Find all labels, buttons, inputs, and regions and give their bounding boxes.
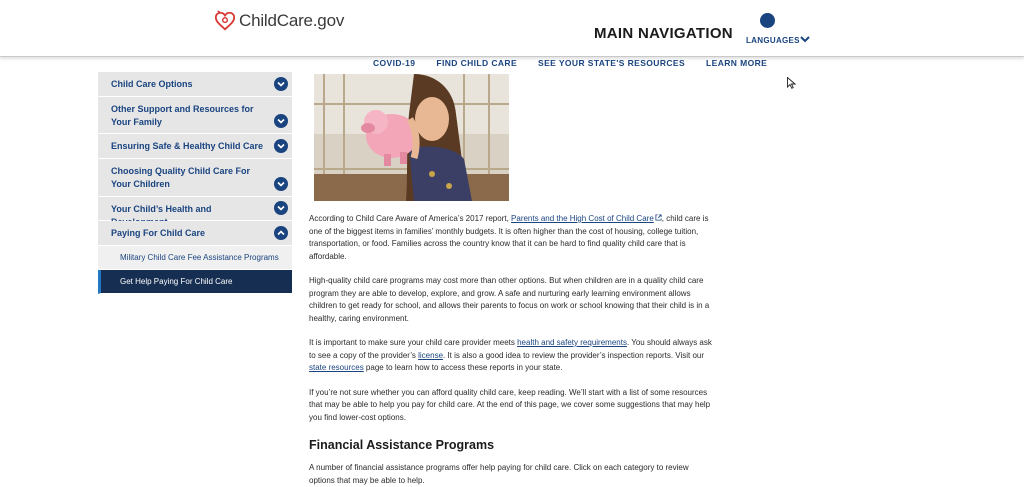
logo-text: ChildCare.gov xyxy=(239,11,345,30)
top-navigation xyxy=(373,58,767,68)
hero-image-girl-piggy-bank xyxy=(314,74,509,201)
chevron-down-icon[interactable] xyxy=(274,114,288,128)
afford-paragraph: If you’re not sure whether you can afford quality child care, keep reading. We’ll start with a list of some resources that may be able to help you pay for child care. At the end of this page, we cover some suggestions that may help you find lower-cost options. xyxy=(309,387,711,422)
sidebar-item-label: Other Support and Resources for Your Family xyxy=(111,104,254,127)
provider-paragraph xyxy=(309,337,713,375)
sidebar-subitem-label: Military Child Care Fee Assistance Programs xyxy=(120,253,279,262)
topnav-state-resources[interactable]: SEE YOUR STATE'S RESOURCES xyxy=(538,58,686,68)
sidebar-item-safe-healthy[interactable] xyxy=(98,134,292,159)
paragraph-text: , child care is one of the biggest items in families’ monthly budgets. It is often higher than the cost of housing, college tuition, transportation, or food. Families across the country know that it can be hard to find quality child care that is affordable. xyxy=(309,214,709,261)
mouse-cursor-icon xyxy=(787,77,796,89)
globe-icon xyxy=(760,13,775,28)
sidebar-item-health-development[interactable] xyxy=(98,197,292,221)
languages-label: LANGUAGES xyxy=(746,36,800,45)
sidebar-item-choosing-quality[interactable] xyxy=(98,159,292,197)
sidebar-item-label: Ensuring Safe & Healthy Child Care xyxy=(111,141,264,151)
chevron-down-icon[interactable] xyxy=(274,201,288,215)
license-link[interactable]: license xyxy=(418,350,444,360)
paragraph-text: page to learn how to access these reports in your state. xyxy=(363,363,563,372)
site-logo[interactable] xyxy=(214,10,344,32)
quality-paragraph: High-quality child care programs may cost more than other options. But when children are in a quality child care program they are able to develop, explore, and grow. A safe and nurturing early learning environment allows children to get ready for school, and allows their parents to focus on work or school knowing that their child is in a healthy, caring environment. xyxy=(309,276,710,323)
sidebar-nav xyxy=(98,72,292,294)
financial-assistance-paragraph: A number of financial assistance programs offer help paying for child care. Click on each category to review options that may be able to help. xyxy=(309,463,689,485)
sidebar-item-label: Choosing Quality Child Care For Your Children xyxy=(111,166,251,189)
main-navigation-title: MAIN NAVIGATION xyxy=(594,25,733,42)
heart-stethoscope-logo-icon xyxy=(214,10,236,32)
paragraph-text: . It is also a good idea to review the provider’s inspection reports. Visit our xyxy=(443,350,705,360)
financial-assistance-heading: Financial Assistance Programs xyxy=(309,438,495,452)
topnav-learn-more[interactable]: LEARN MORE xyxy=(706,58,768,68)
sidebar-item-label: Child Care Options xyxy=(111,79,193,89)
paragraph-text: According to Child Care Aware of America’s 2017 report, xyxy=(309,214,512,223)
sidebar-item-label: Your Child’s Health and xyxy=(111,204,212,214)
site-header xyxy=(0,0,1024,57)
external-link-icon xyxy=(655,214,662,221)
parents-high-cost-link[interactable]: Parents and the High Cost of Child Care xyxy=(511,214,654,223)
health-safety-requirements-link[interactable]: health and safety requirements xyxy=(517,338,627,347)
intro-paragraph xyxy=(309,213,713,263)
topnav-covid19[interactable]: COVID-19 xyxy=(373,58,416,68)
chevron-down-icon[interactable] xyxy=(274,139,288,153)
sidebar-subitem-label: Get Help Paying For Child Care xyxy=(120,277,233,286)
sidebar-item-label: Paying For Child Care xyxy=(111,228,206,238)
sidebar-item-other-support[interactable] xyxy=(98,97,292,134)
chevron-down-icon xyxy=(800,35,810,43)
sidebar-subitem-military-fee-assistance[interactable] xyxy=(98,246,292,270)
languages-button[interactable] xyxy=(746,13,810,47)
state-resources-link[interactable]: state resources xyxy=(309,363,364,372)
paragraph-text: It is important to make sure your child care provider meets xyxy=(309,338,518,347)
sidebar-item-paying-for-child-care[interactable] xyxy=(98,221,292,246)
topnav-find-child-care[interactable]: FIND CHILD CARE xyxy=(436,58,518,68)
sidebar-item-child-care-options[interactable] xyxy=(98,72,292,97)
paragraph-text: . You should always ask to see a copy of the provider’s xyxy=(309,338,712,360)
chevron-down-icon[interactable] xyxy=(274,177,288,191)
chevron-up-icon[interactable] xyxy=(274,226,288,240)
main-content xyxy=(309,74,713,487)
chevron-down-icon[interactable] xyxy=(274,77,288,91)
sidebar-subitem-get-help-paying[interactable] xyxy=(98,270,292,294)
